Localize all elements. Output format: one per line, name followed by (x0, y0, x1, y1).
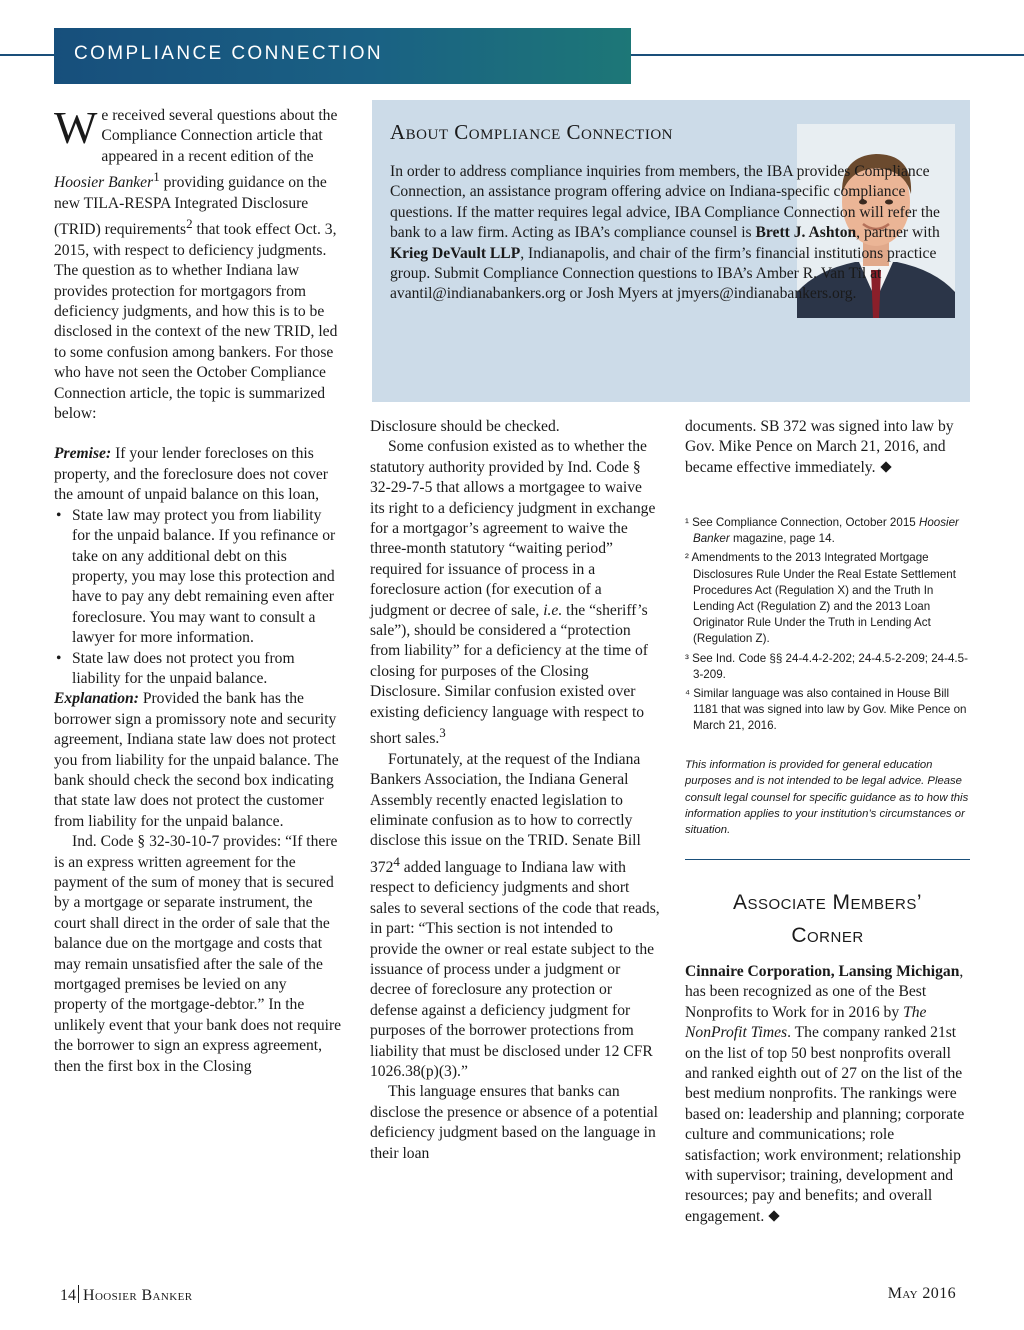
footnote-1: ¹ See Compliance Connection, October 2015 Hoosier Banker magazine, page 14. (685, 516, 959, 546)
drop-cap: W (54, 102, 98, 153)
page-number: 14 (60, 1287, 76, 1304)
bullet-item: • State law may protect you from liability for the unpaid balance. If you refinance or take on any additional debt on this property, you may lose this protection and have to pay any debt remaining even after foreclosure. You may want to consult a lawyer for more information. (54, 506, 342, 649)
section-title: COMPLIANCE CONNECTION (74, 43, 384, 64)
law-firm-name: Krieg DeVault LLP (390, 244, 521, 262)
footer-divider (78, 1285, 79, 1303)
paragraph: Disclosure should be checked. (370, 418, 560, 435)
sidebar-body: In order to address compliance inquiries from members, the IBA provides Compliance Connection, an assistance program offering advice on Indiana-specific compliance questions. If the matter requires legal advice, IBA Compliance Connection will refer the bank to a law firm. Acting as IBA’s compliance counsel is Brett J. Ashton, partner with Krieg DeVault LLP, Indianapolis, and chair of the firm’s financial institutions practice group. Submit Compliance Connection questions to IBA’s Amber R. Van Til at avantil@indianabankers.org or Josh Myers at jmyers@indianabankers.org. (390, 163, 940, 303)
premise-bullets (54, 506, 342, 690)
header-rule-right (631, 54, 1024, 56)
paragraph: Some confusion existed as to whether the statutory authority provided by Ind. Code § 32-29-7-5 that allows a mortgagee to waive its right to a deficiency judgment in exchange for a mortgagor’s agreement to waive the three-month statutory “waiting period” required for issuance of process in a foreclosure action (for execution of a judgment or decree of sale, i.e. the “sheriff’s sale”), should be considered a “protection from liability” for a deficiency at the time of closing for purposes of the Closing Disclosure. Similar confusion existed over existing deficiency language with respect to short sales.$^3$ (370, 438, 656, 748)
footnote-2: ² Amendments to the 2013 Integrated Mortgage Disclosures Rule Under the Real Estate Settlement Procedures Act (Regulation X) and the Truth In Lending Act (Regulation Z) and the 2013 Loan Originator Rule Under the Truth in Lending Act (Regulation Z). (685, 551, 956, 646)
intro-paragraph: We received several questions about the Compliance Connection article that appeared in a recent edition of the Hoosier Banker$^1$ providing guidance on the new TILA-RESPA Integrated Disclosure (TRID) requirements$^2$ that took effect Oct. 3, 2015, with respect to deficiency judgments. The question as to whether Indiana law provides protection for mortgagors from deficiency judgments, and how this is to be disclosed in the context of the new TRID, led to some confusion among bankers. For those who have not seen the October Compliance Connection article, the topic is summarized below: (54, 102, 338, 423)
publication-name: Hoosier Banker (83, 1287, 193, 1304)
about-sidebar (372, 100, 970, 402)
footnote-4: ⁴ Similar language was also contained in House Bill 1181 that was signed into law by Gov. Mike Pence on March 21, 2016. (685, 687, 967, 733)
associate-corner-title: Associate Members’ Corner (732, 891, 923, 947)
premise-paragraph: Premise: If your lender forecloses on this property, and the foreclosure does not cover the amount of unpaid balance on this loan, (54, 445, 328, 504)
explanation-label: Explanation: (54, 690, 139, 708)
issue-date: May 2016 (887, 1285, 956, 1302)
counsel-name: Brett J. Ashton (755, 224, 857, 242)
organization-name: Cinnaire Corporation, Lansing Michigan (685, 963, 960, 980)
sidebar-title: About Compliance Connection (390, 120, 674, 144)
header-rule-left (0, 54, 54, 56)
paragraph: This language ensures that banks can disclose the presence or absence of a potential deficiency judgment based on the language in their loan (370, 1083, 658, 1162)
footnote-3: ³ See Ind. Code §§ 24-4.4-2-202; 24-4.5-2-209; 24-4.5-3-209. (685, 651, 968, 681)
divider-rule (685, 859, 970, 860)
code-paragraph: Ind. Code § 32-30-10-7 provides: “If there is an express written agreement for the payment of the sum of money that is secured by a mortgage or separate instrument, the court shall direct in the order of sale that the balance due on the mortgage and costs that may remain unsatisfied after the sale of the mortgaged premises be levied on any property of the mortgage-debtor.” In the unlikely event that your bank does not require the borrower to sign an express agreement, then the first box in the Closing (54, 833, 342, 1075)
premise-label: Premise: (54, 445, 112, 463)
bullet-item: • State law does not protect you from liability for the unpaid balance. (54, 649, 342, 690)
associate-corner-body (685, 962, 970, 1227)
column-3 (685, 417, 970, 478)
end-mark-icon (880, 461, 891, 472)
legal-disclaimer: This information is provided for general education purposes and is not intended to be legal advice. Please consult legal counsel for specific guidance as to how this information applies to your institution’s circumstances or situation. (685, 759, 969, 837)
column-2 (370, 417, 660, 1164)
explanation-paragraph: Explanation: Provided the bank has the borrower sign a promissory note and security agreement, Indiana state law does not protect you from liability for the unpaid balance. The bank should check the second box indicating that state law does not protect the customer from liability for the unpaid balance. (54, 690, 339, 830)
paragraph: Cinnaire Corporation, Lansing Michigan, has been recognized as one of the Best Nonprofits to Work for in 2016 by The NonProfit Times. The company ranked 21st on the list of top 50 best nonprofits overall and ranked eighth out of 27 on the list of the best medium nonprofits. The rankings were based on: leadership and planning; corporate culture and communications; role satisfaction; work environment; relationship with supervisor; training, development and resources; pay and benefits; and overall engagement. (685, 963, 965, 1225)
section-header (54, 28, 631, 84)
page-footer-left (60, 1285, 192, 1305)
end-mark-icon (769, 1210, 780, 1221)
footnotes (685, 515, 975, 738)
paragraph: documents. SB 372 was signed into law by Gov. Mike Pence on March 21, 2016, and became effective immediately. (685, 418, 954, 476)
paragraph: Fortunately, at the request of the Indiana Bankers Association, the Indiana General Assembly recently enacted legislation to eliminate confusion as to how to correctly disclose this issue on the TRID. Senate Bill $372^4$ added language to Indiana law with respect to deficiency judgments and short sales to several sections of the code that reads, in part: “This section is not intended to provide the owner or real estate subject to the issuance of process under a judgment or decree of foreclosure any protection or defense against a deficiency judgment for purposes of the borrower protections from liability that must be disclosed under 12 CFR 1026.38(p)(3).” (370, 750, 660, 1080)
column-1 (54, 102, 342, 1077)
